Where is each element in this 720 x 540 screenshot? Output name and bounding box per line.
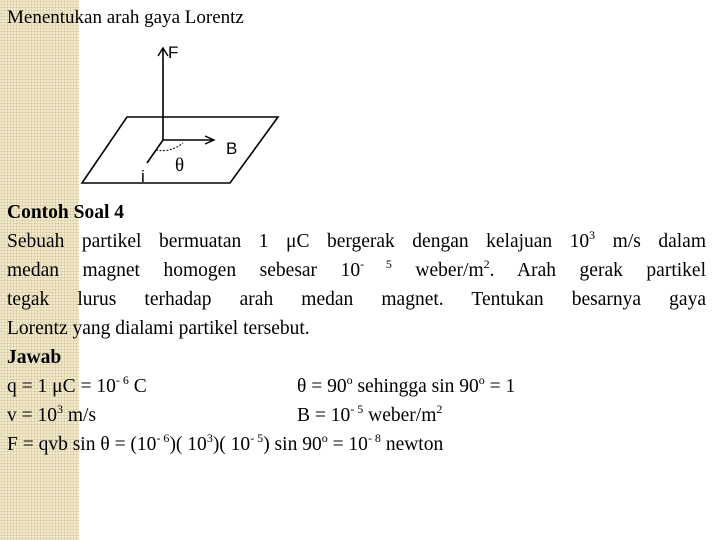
label-b: B (226, 139, 238, 158)
example-content (7, 198, 706, 459)
label-f: F (168, 43, 179, 62)
problem-line-4: Lorentz yang dialami partikel tersebut. (7, 318, 310, 339)
problem-line-1: Sebuah partikel bermuatan 1 μC bergerak dengan kelajuan $10^3$ m/s dalam (7, 228, 706, 252)
charge-value: q = 1 $\mu C = 10^{- 6}$ C (7, 373, 147, 397)
current-vector-line (147, 140, 163, 163)
label-i: i (141, 167, 145, 186)
angle-value: $\theta = 90^o$ sehingga $\sin 90^o = 1$ (297, 373, 516, 397)
answer-row-1 (7, 372, 706, 401)
problem-line-2: medan magnet homogen sebesar $10^{- 5}$ weber/$m^2$. Arah gerak partikel (7, 257, 706, 281)
label-theta: θ (175, 155, 185, 176)
slide-title: Menentukan arah gaya Lorentz (7, 7, 244, 28)
field-value: $B = 10^{- 5}$ weber/$m^2$ (297, 402, 443, 426)
answer-heading: Jawab (7, 347, 62, 368)
example-heading: Contoh Soal 4 (7, 202, 125, 223)
lorentz-force-diagram (0, 0, 720, 200)
force-result: F = qvb $\sin \theta = (10^{- 6})$( $10^3$)( $10^{- 5}$) $\sin 90^o = 10^{- 8}$ newton (7, 431, 444, 455)
velocity-value: $v = 10^3$ m/s (7, 402, 97, 426)
answer-row-2 (7, 401, 706, 430)
problem-line-3: tegak lurus terhadap arah medan magnet. Tentukan besarnya gaya (7, 289, 706, 310)
